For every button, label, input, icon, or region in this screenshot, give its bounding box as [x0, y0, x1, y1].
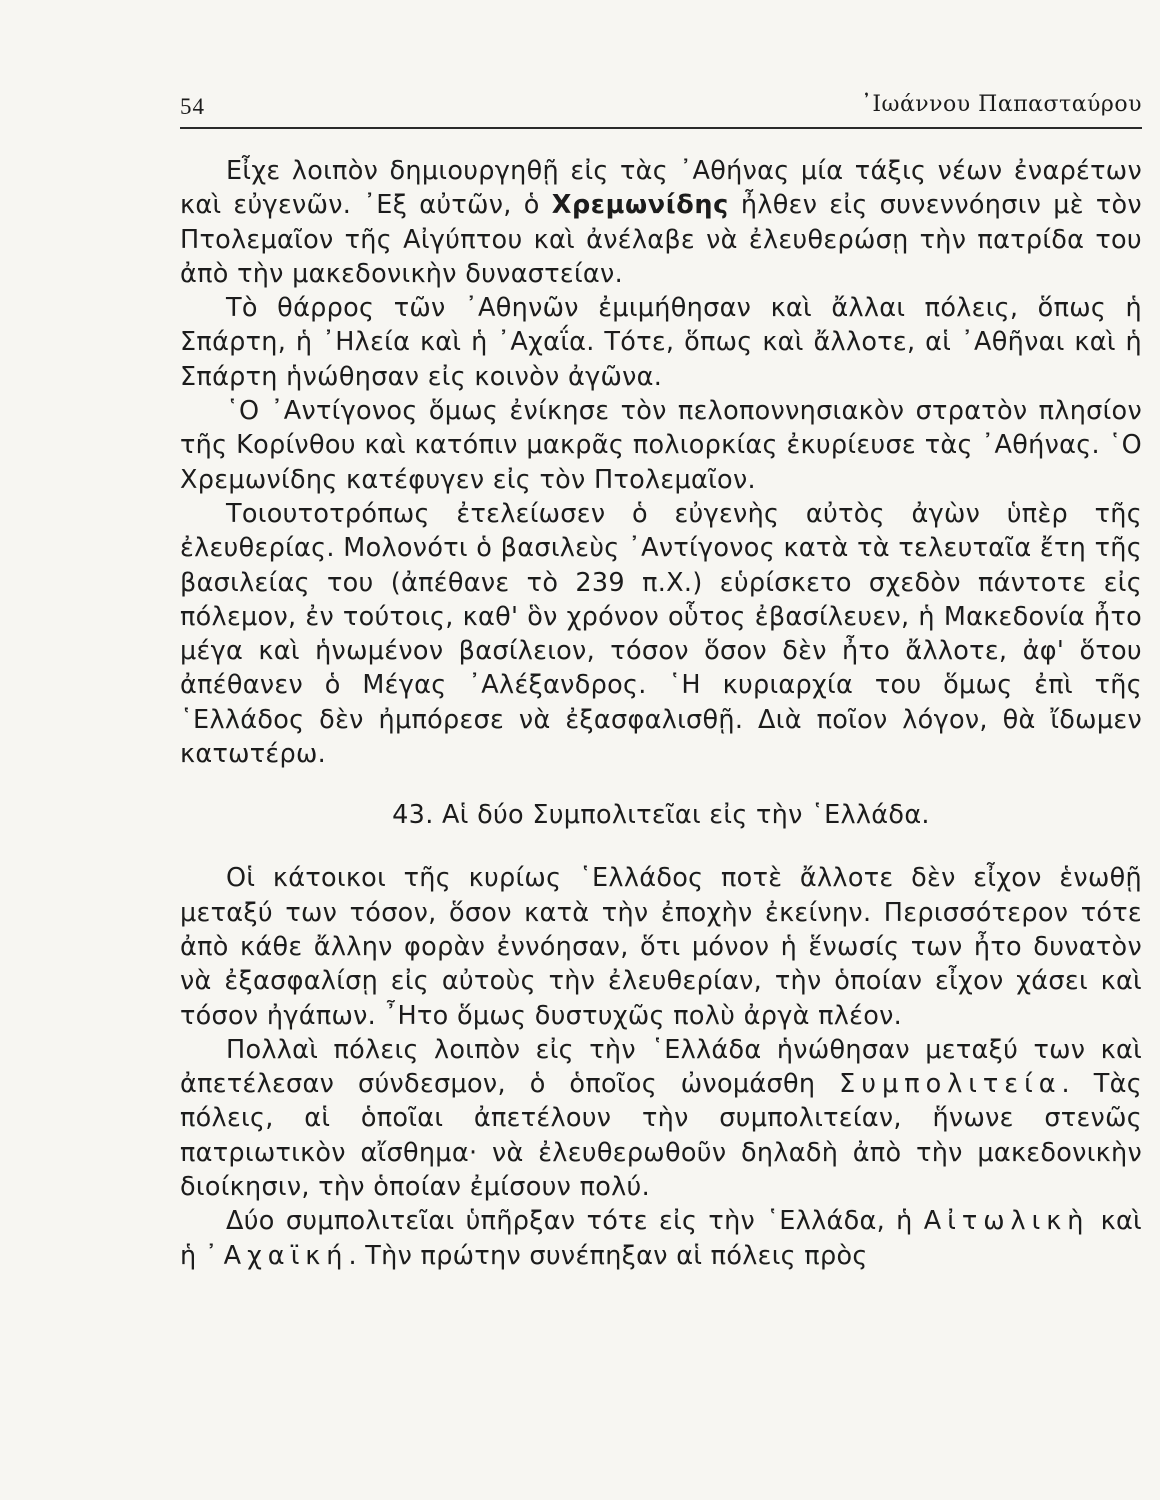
paragraph-sympoliteia: Πολλαὶ πόλεις λοιπὸν εἰς τὴν ῾Ελλάδα ἡνώθησαν μεταξύ των καὶ ἀπετέλεσαν σύνδεσμον, ὁ ὁποῖος ὠνομάσθη Συμπολιτεία. Τὰς πόλεις, αἱ ὁποῖαι ἀπετέλουν τὴν συμπολιτείαν, ἥνωνε στενῶς πατριωτικὸν αἴσθημα· νὰ ἐλευθερωθοῦν δηλαδὴ ἀπὸ τὴν μακεδονικὴν διοίκησιν, τὴν ὁποίαν ἐμίσουν πολύ.: [180, 1034, 1142, 1203]
paragraph-cities-alliance: Τὸ θάρρος τῶν ᾿Αθηνῶν ἐμιμήθησαν καὶ ἄλλαι πόλεις, ὅπως ἡ Σπάρτη, ἡ ᾿Ηλεία καὶ ἡ ᾿Αχαΐα. Τότε, ὅπως καὶ ἄλλοτε, αἱ ᾿Αθῆναι καὶ ἡ Σπάρτη ἡνώθησαν εἰς κοινὸν ἀγῶνα.: [180, 293, 1142, 392]
body-text: [180, 154, 1142, 1273]
header-rule: [180, 127, 1142, 129]
spaced-term-aetolian: Αἰτωλικὴ: [923, 1206, 1090, 1237]
paragraph-antigonus-victory: ῾Ο ᾿Αντίγονος ὅμως ἐνίκησε τὸν πελοποννησιακὸν στρατὸν πλησίον τῆς Κορίνθου καὶ κατόπιν μακρᾶς πολιορκίας ἐκυρίευσε τὰς ᾿Αθήνας. ῾Ο Χρεμωνίδης κατέφυγεν εἰς τὸν Πτολεμαῖον.: [180, 396, 1142, 495]
running-head-author: ᾿Ιωάννου Παπασταύρου: [860, 92, 1142, 117]
spaced-term-sympoliteia: Συμπολιτεία: [839, 1069, 1062, 1100]
bold-name-chremonides: Χρεμωνίδης: [551, 190, 729, 221]
paragraph-two-leagues: Δύο συμπολιτεῖαι ὑπῆρξαν τότε εἰς τὴν ῾Ελλάδα, ἡ Αἰτωλικὴ καὶ ἡ ᾿Αχαϊκή. Τὴν πρώτην συνέπηξαν αἱ πόλεις πρὸς: [180, 1206, 1142, 1271]
paragraph-unity: Οἱ κάτοικοι τῆς κυρίως ῾Ελλάδος ποτὲ ἄλλοτε δὲν εἶχον ἑνωθῇ μεταξύ των τόσον, ὅσον κατὰ τὴν ἐποχὴν ἐκείνην. Περισσότερον τότε ἀπὸ κάθε ἄλλην φορὰν ἐννόησαν, ὅτι μόνον ἡ ἕνωσίς των ἦτο δυνατὸν νὰ ἐξασφαλίσῃ εἰς αὐτοὺς τὴν ἐλευθερίαν, τὴν ὁποίαν εἶχον χάσει καὶ τόσον ἠγάπων. ῏Ητο ὅμως δυστυχῶς πολὺ ἀργὰ πλέον.: [180, 863, 1142, 1031]
paragraph-end-of-struggle: Τοιουτοτρόπως ἐτελείωσεν ὁ εὐγενὴς αὐτὸς ἀγὼν ὑπὲρ τῆς ἐλευθερίας. Μολονότι ὁ βασιλεὺς ᾿Αντίγονος κατὰ τὰ τελευταῖα ἔτη τῆς βασιλείας του (ἀπέθανε τὸ 239 π.Χ.) εὑρίσκετο σχεδὸν πάντοτε εἰς πόλεμον, ἐν τούτοις, καθ' ὃν χρόνον οὗτος ἐβασίλευεν, ἡ Μακεδονία ἦτο μέγα καὶ ἡνωμένον βασίλειον, τόσον ὅσον δὲν ἦτο ἄλλοτε, ἀφ' ὅτου ἀπέθανεν ὁ Μέγας ᾿Αλέξανδρος. ῾Η κυριαρχία του ὅμως ἐπὶ τῆς ῾Ελλάδος δὲν ἠμπόρεσε νὰ ἐξασφαλισθῇ. Διὰ ποῖον λόγον, θὰ ἴδωμεν κατωτέρω.: [180, 498, 1142, 770]
spaced-term-achaean: ᾿Αχαϊκή: [204, 1240, 349, 1271]
page-number: 54: [180, 94, 205, 119]
section-heading: 43. Αἱ δύο Συμπολιτεῖαι εἰς τὴν ῾Ελλάδα.: [392, 800, 930, 831]
page-header: [180, 92, 1142, 128]
paragraph-chremonides: Εἶχε λοιπὸν δημιουργηθῇ εἰς τὰς ᾿Αθήνας μία τάξις νέων ἐναρέτων καὶ εὐγενῶν. ᾿Εξ αὐτῶν, ὁ Χρεμωνίδης ἦλθεν εἰς συνεννόησιν μὲ τὸν Πτολεμαῖον τῆς Αἰγύπτου καὶ ἀνέλαβε νὰ ἐλευθερώσῃ τὴν πατρίδα του ἀπὸ τὴν μακεδονικὴν δυναστείαν.: [180, 156, 1142, 289]
